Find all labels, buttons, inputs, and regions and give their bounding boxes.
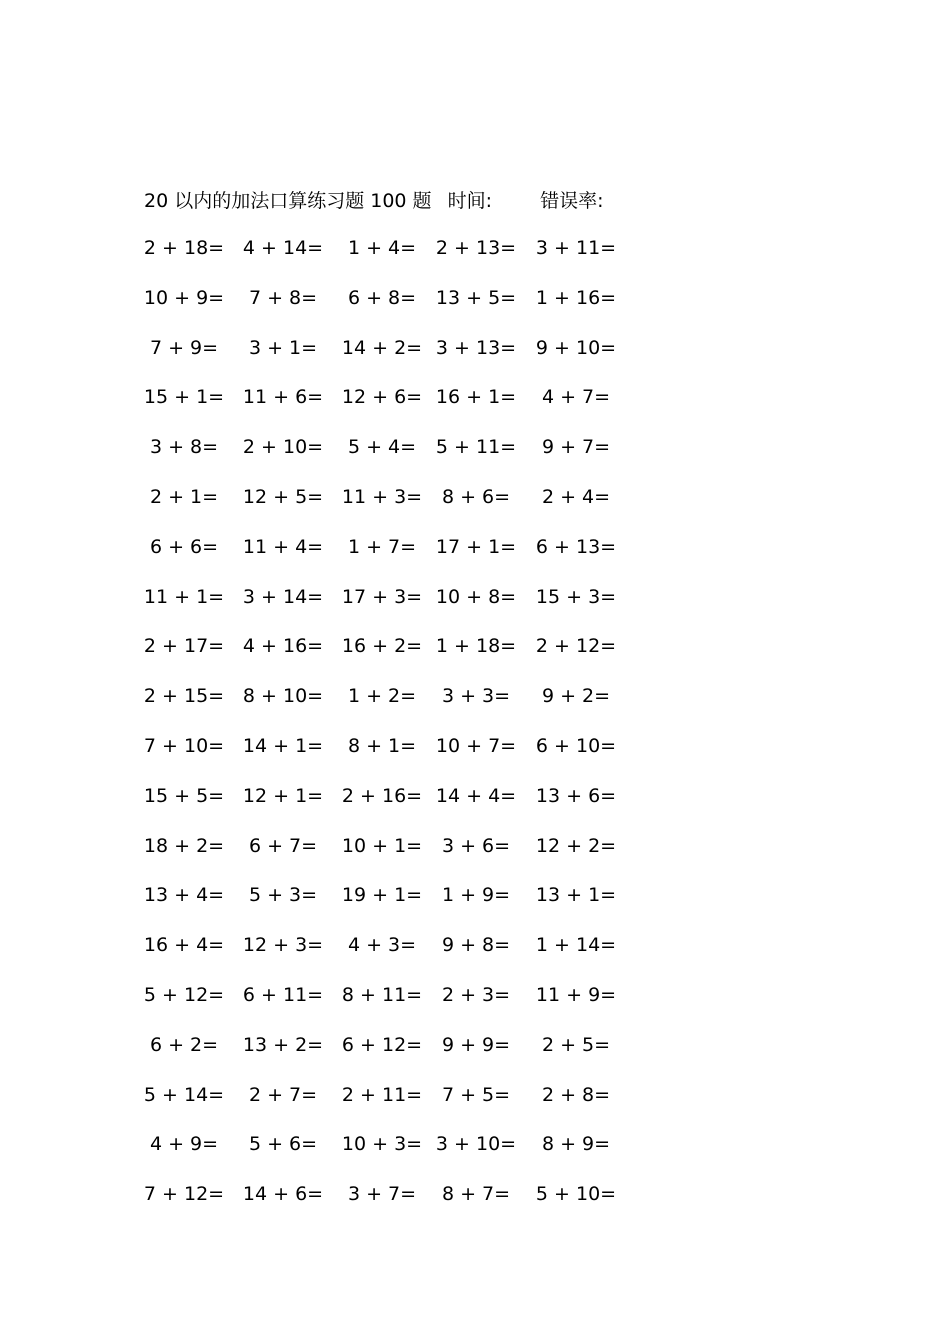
problem-row [140, 1030, 640, 1080]
problem-cell: 1 + 16= [535, 286, 617, 309]
problem-cell: 10 + 9= [143, 286, 225, 309]
problem-row [140, 382, 640, 432]
problem-row [140, 831, 640, 881]
problem-cell: 13 + 2= [242, 1033, 324, 1056]
problem-row [140, 482, 640, 532]
problem-cell: 9 + 7= [541, 436, 611, 459]
problem-cell: 13 + 4= [143, 884, 225, 907]
problem-cell: 12 + 3= [242, 934, 324, 957]
problem-cell: 4 + 7= [541, 386, 611, 409]
problem-cell: 8 + 7= [441, 1183, 511, 1206]
problem-cell: 18 + 2= [143, 834, 225, 857]
problem-cell: 2 + 17= [143, 635, 225, 658]
problem-row [140, 681, 640, 731]
problem-cell: 2 + 8= [541, 1083, 611, 1106]
problem-cell: 8 + 9= [541, 1133, 611, 1156]
problem-cell: 7 + 10= [143, 734, 225, 757]
problem-cell: 8 + 10= [242, 685, 324, 708]
problem-row [140, 283, 640, 333]
problem-cell: 1 + 7= [347, 535, 417, 558]
problem-cell: 19 + 1= [341, 884, 423, 907]
problem-cell: 11 + 9= [535, 983, 617, 1006]
problem-row [140, 1179, 640, 1229]
problem-cell: 3 + 1= [248, 336, 318, 359]
problem-cell: 3 + 10= [435, 1133, 517, 1156]
problem-cell: 2 + 7= [248, 1083, 318, 1106]
problem-cell: 16 + 1= [435, 386, 517, 409]
problem-cell: 2 + 3= [441, 983, 511, 1006]
problem-row [140, 233, 640, 283]
problem-row [140, 1129, 640, 1179]
problem-cell: 12 + 5= [242, 485, 324, 508]
time-label: 时间: [447, 190, 493, 212]
problem-cell: 17 + 1= [435, 535, 517, 558]
error-rate-label: 错误率: [540, 190, 604, 212]
problem-cell: 9 + 10= [535, 336, 617, 359]
problem-cell: 2 + 18= [143, 237, 225, 259]
problem-row [140, 731, 640, 781]
problem-row [140, 333, 640, 383]
problem-cell: 9 + 9= [441, 1033, 511, 1056]
problem-cell: 16 + 4= [143, 934, 225, 957]
problem-cell: 3 + 8= [149, 436, 219, 459]
problem-cell: 2 + 11= [341, 1083, 423, 1106]
problem-cell: 1 + 18= [435, 635, 517, 658]
problem-cell: 2 + 5= [541, 1033, 611, 1056]
problem-cell: 1 + 9= [441, 884, 511, 907]
problem-cell: 2 + 1= [149, 485, 219, 508]
problem-cell: 12 + 2= [535, 834, 617, 857]
problem-cell: 7 + 5= [441, 1083, 511, 1106]
problem-cell: 13 + 1= [535, 884, 617, 907]
problem-cell: 9 + 8= [441, 934, 511, 957]
problem-row [140, 631, 640, 681]
problem-cell: 15 + 1= [143, 386, 225, 409]
problem-cell: 1 + 14= [535, 934, 617, 957]
problem-cell: 13 + 6= [535, 784, 617, 807]
problem-cell: 16 + 2= [341, 635, 423, 658]
worksheet-header [144, 186, 603, 216]
problem-cell: 6 + 2= [149, 1033, 219, 1056]
problem-cell: 3 + 6= [441, 834, 511, 857]
problem-cell: 14 + 4= [435, 784, 517, 807]
problem-cell: 11 + 6= [242, 386, 324, 409]
problem-cell: 6 + 13= [535, 535, 617, 558]
problem-cell: 5 + 6= [248, 1133, 318, 1156]
problem-cell: 5 + 3= [248, 884, 318, 907]
problem-cell: 4 + 14= [242, 237, 324, 259]
problem-cell: 6 + 12= [341, 1033, 423, 1056]
problem-row [140, 532, 640, 582]
problem-cell: 4 + 9= [149, 1133, 219, 1156]
problem-cell: 11 + 4= [242, 535, 324, 558]
problem-cell: 11 + 1= [143, 585, 225, 608]
problem-cell: 5 + 11= [435, 436, 517, 459]
problem-row [140, 1080, 640, 1130]
problem-cell: 14 + 6= [242, 1183, 324, 1206]
problem-cell: 10 + 1= [341, 834, 423, 857]
problem-cell: 2 + 13= [435, 237, 517, 259]
problem-cell: 6 + 11= [242, 983, 324, 1006]
problem-cell: 5 + 12= [143, 983, 225, 1006]
problem-cell: 3 + 7= [347, 1183, 417, 1206]
problem-cell: 7 + 8= [248, 286, 318, 309]
problem-cell: 6 + 8= [347, 286, 417, 309]
problem-row [140, 781, 640, 831]
problem-cell: 3 + 11= [535, 237, 617, 259]
problem-cell: 14 + 2= [341, 336, 423, 359]
problem-cell: 12 + 6= [341, 386, 423, 409]
problem-cell: 6 + 7= [248, 834, 318, 857]
problem-cell: 2 + 12= [535, 635, 617, 658]
problem-cell: 9 + 2= [541, 685, 611, 708]
problem-row [140, 930, 640, 980]
problem-cell: 5 + 4= [347, 436, 417, 459]
problem-cell: 3 + 13= [435, 336, 517, 359]
problem-cell: 14 + 1= [242, 734, 324, 757]
problem-cell: 5 + 10= [535, 1183, 617, 1206]
problem-cell: 8 + 11= [341, 983, 423, 1006]
problem-cell: 2 + 10= [242, 436, 324, 459]
worksheet-title: 20 以内的加法口算练习题 100 题 [144, 190, 432, 212]
problem-cell: 10 + 8= [435, 585, 517, 608]
problem-row [140, 880, 640, 930]
problem-cell: 6 + 10= [535, 734, 617, 757]
problem-cell: 4 + 3= [347, 934, 417, 957]
problem-cell: 7 + 9= [149, 336, 219, 359]
problem-cell: 2 + 15= [143, 685, 225, 708]
problem-cell: 17 + 3= [341, 585, 423, 608]
problem-cell: 12 + 1= [242, 784, 324, 807]
problem-cell: 11 + 3= [341, 485, 423, 508]
problem-cell: 2 + 4= [541, 485, 611, 508]
problem-cell: 13 + 5= [435, 286, 517, 309]
problem-cell: 10 + 3= [341, 1133, 423, 1156]
problem-cell: 10 + 7= [435, 734, 517, 757]
problem-cell: 1 + 2= [347, 685, 417, 708]
problem-cell: 3 + 14= [242, 585, 324, 608]
problem-cell: 1 + 4= [347, 237, 417, 259]
problem-cell: 4 + 16= [242, 635, 324, 658]
problem-cell: 7 + 12= [143, 1183, 225, 1206]
problem-row [140, 582, 640, 632]
problem-cell: 5 + 14= [143, 1083, 225, 1106]
problem-cell: 15 + 5= [143, 784, 225, 807]
problem-cell: 15 + 3= [535, 585, 617, 608]
problem-cell: 8 + 6= [441, 485, 511, 508]
problem-cell: 6 + 6= [149, 535, 219, 558]
problem-row [140, 980, 640, 1030]
problem-cell: 2 + 16= [341, 784, 423, 807]
problem-row [140, 432, 640, 482]
problem-cell: 8 + 1= [347, 734, 417, 757]
problem-grid [140, 233, 640, 1229]
problem-cell: 3 + 3= [441, 685, 511, 708]
